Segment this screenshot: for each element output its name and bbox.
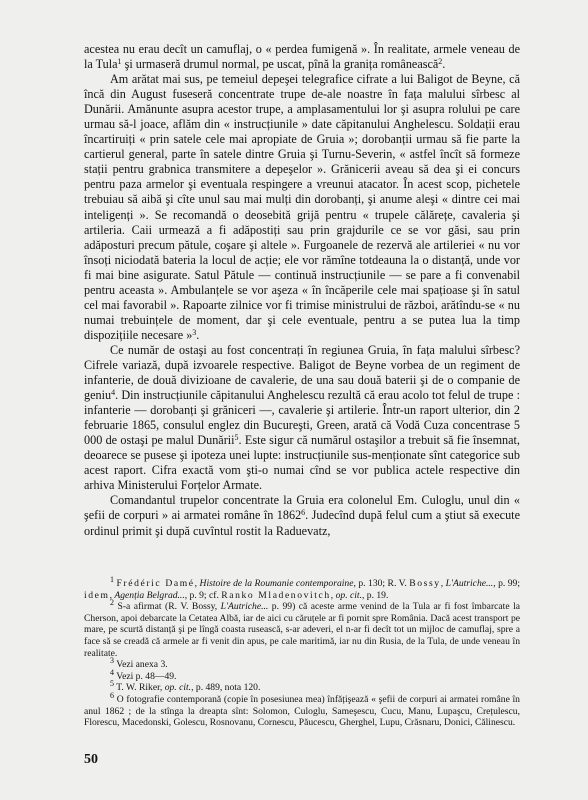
footnote-ref: 6 xyxy=(301,508,306,518)
footnote-ref: 5 xyxy=(234,433,239,443)
footnotes xyxy=(84,575,521,729)
footnote-ref: 1 xyxy=(117,57,122,67)
page-number: 50 xyxy=(84,752,98,767)
footnote: $^5$ T. W. Riker, op. cit., p. 489, nota 120. xyxy=(110,679,261,694)
footnote-ref: 3 xyxy=(192,327,197,337)
paragraph: Am arătat mai sus, pe temeiul depeşei telegrafice cifrate a lui Baligot de Beyne, că încă din August fuseseră concentrate trupe de-ale noastre în fața malului sîrbesc al Dunării. Amănunte asupra acestor trupe, a amplasamentului lor şi asupra rolului pe care urmau să-l joace, aflăm din « instrucțiunile » date căpitanului Anghelescu. Soldații erau încartiruiți « prin satele cele mai apropiate de Gruia »; dorobanții urmau să fie parte la cartierul general, parte în satele dintre Gruia şi Turnu-Severin, « astfel încît să formeze stații pentru grabnica transmitere a depeşelor ». Grănicerii aveau să dea şi ei concurs pentru paza armelor şi eventuala respingere a vreunui atacator. În acest scop, pichetele trebuiau să aibă şi cîte unul sau mai mulți din dorobanți, şi anume aleşi « dintre cei mai inteligenți ». Se recomandă o deosebită grijă pentru « trupele călărețe, cavaleria şi artileria. Caii urmează a fi adăpostiți sau prin grajdurile ce se vor găsi, sau prin adăposturi precum pătule, coşare şi altele ». Furgoanele de rezervă ale artileriei « nu vor însoți niciodată bateria la locul de acție; ele vor rămîne totdeauna la o distanță, unde vor fi mai bine asigurate. Satul Pătule — continuă instrucțiunile — se pare a fi convenabil pentru aceasta ». Ambulanțele se vor aşeza « în încăperile cele mai spațioase şi în satul cel mai favorabil ». Rapoarte zilnice vor fi trimise ministrului de război, arătîndu-se « nu numai trebuințele de moment, dar şi cele eventuale, pentru a se putea lua la timp dispozițiile necesare »$^3$. xyxy=(84,72,520,342)
footnote: $^1$ Frédéric Damé, Histoire de la Roumanie contemporaine, p. 130; R. V. Bossy, L'Autriche..., p. 99; idem, Agenția Belgrad..., p. 9; cf. Ranko Mladenovitch, op. cit., p. 19. xyxy=(84,575,521,601)
footnote: $^3$ Vezi anexa 3. xyxy=(110,656,168,671)
main-text xyxy=(84,42,520,539)
paragraph: acestea nu erau decît un camuflaj, o « perdea fumigenă ». În realitate, armele veneau de la Tula$^1$ şi urmaseră drumul normal, pe uscat, pînă la granița românească$^2$. xyxy=(84,42,520,72)
footnote-ref: 4 xyxy=(111,388,116,398)
footnote: $^6$ O fotografie contemporană (copie în posesiunea mea) înfățişează « şefii de corpuri ai armatei române în anul 1862 ; de la stînga la dreapta sînt: Solomon, Culoglu, Sameşescu, Cucu, Manu, Lupaşcu, Crețulescu, Florescu, Macedonski, Golescu, Rosnovanu, Cornescu, Păucescu, Gherghel, Lupu, Crăsnaru, Donici, Călinescu. xyxy=(84,690,520,729)
footnote: $^4$ Vezi p. 48—49. xyxy=(110,667,177,682)
paragraph: Comandantul trupelor concentrate la Gruia era colonelul Em. Culoglu, unul din « şefii de corpuri » ai armatei române în 1862$^6$. Judecînd după felul cum a ştiut să execute ordinul primit şi după cuvîntul rostit la Raduevatz, xyxy=(84,493,520,538)
footnote: $^2$ S-a afirmat (R. V. Bossy, L'Autriche... p. 99) că aceste arme venind de la Tula ar fi fost îmbarcate la Cherson, apoi debarcate la Cetatea Albă, iar de aici cu căruțele ar fi pornit spre România. Dacă acest transport pe mare, pe scurtă distanță şi pe lîngă coasta rusească, s-ar adeveri, el n-ar fi decît tot un mijloc de camuflaj, spre a face să se creadă că armele ar fi venit din apus, pe cale maritimă, iar nu din Rusia, de la Tula, de unde veneau în realitate. xyxy=(84,598,521,659)
footnote-ref: 2 xyxy=(438,57,443,67)
paragraph: Ce număr de ostaşi au fost concentrați în regiunea Gruia, în fața malului sîrbesc? Cifrele variază, după izvoarele respective. Baligot de Beyne vorbea de un regiment de infanterie, de două divizioane de cavalerie, de una sau două baterii şi de o companie de geniu$^4$. Din instrucțiunile căpitanului Anghelescu rezultă că erau acolo tot felul de trupe : infanterie — dorobanți şi grăniceri —, cavalerie şi artilerie. Într-un raport ulterior, din 2 februarie 1865, consulul englez din Bucureşti, Green, arată că Vodă Cuza concentrase 5 000 de ostaşi pe malul Dunării$^5$. Este sigur că numărul ostaşilor a trebuit să fie însemnat, deoarece se pusese şi ipoteza unei lupte: instrucțiunile sus-menționate sînt categorice sub acest raport. Cifra exactă vom şti-o numai cînd se vor publica actele respective din arhiva Ministerului Forțelor Armate. xyxy=(84,342,520,493)
